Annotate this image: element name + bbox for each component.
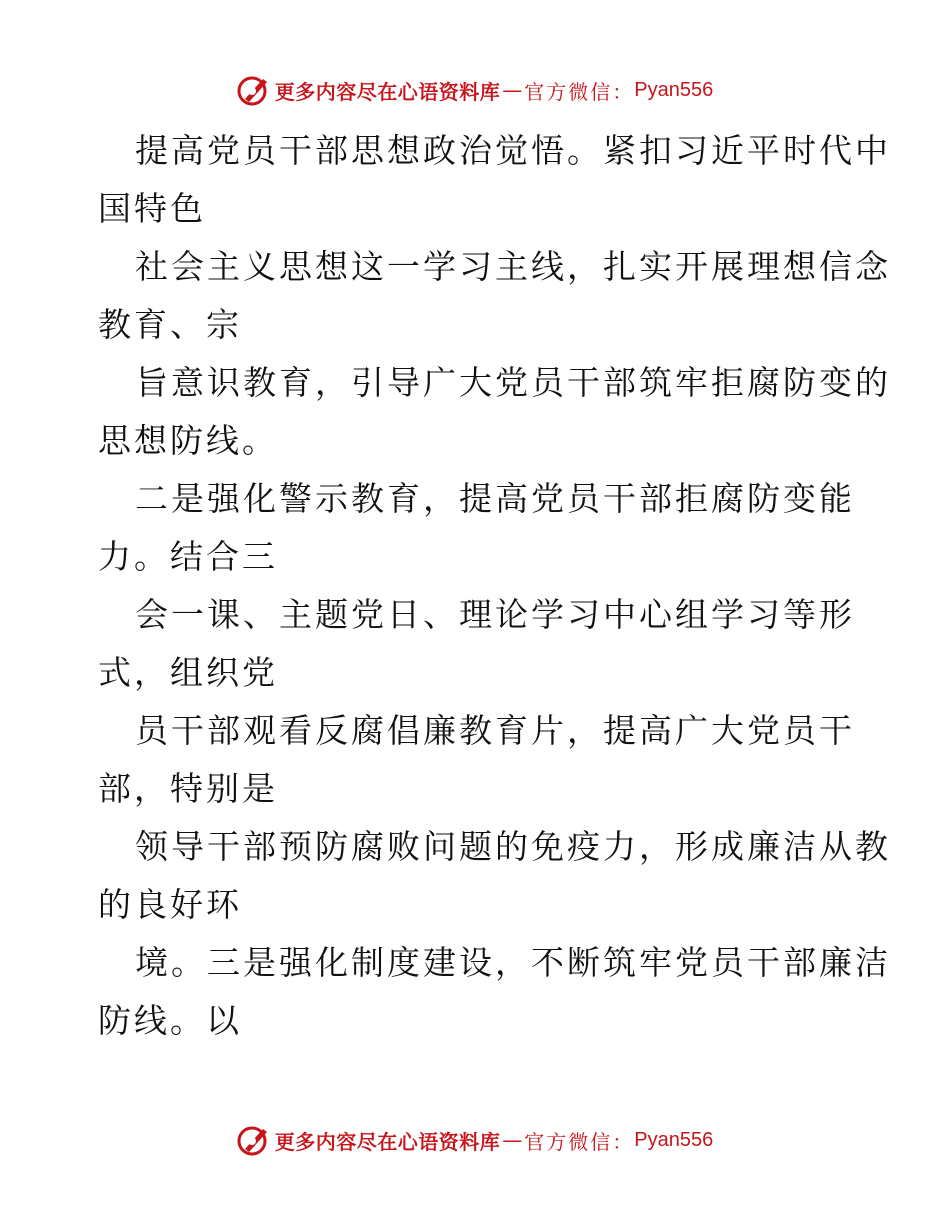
banner-wechat-id: Pyan556 bbox=[634, 1128, 714, 1151]
banner-wechat-label: 官方微信： bbox=[524, 79, 635, 104]
text-line: 部，特别是 bbox=[98, 769, 278, 808]
banner-slogan: 更多内容尽在心语资料库 bbox=[274, 1129, 501, 1154]
text-line: 防线。以 bbox=[98, 1001, 242, 1040]
banner-slogan: 更多内容尽在心语资料库 bbox=[274, 79, 501, 104]
text-line: 提高党员干部思想政治觉悟。紧扣习近平时代中 bbox=[135, 131, 891, 170]
text-line: 二是强化警示教育，提高党员干部拒腐防变能 bbox=[135, 479, 855, 518]
text-line: 境。三是强化制度建设，不断筑牢党员干部廉洁 bbox=[135, 943, 891, 982]
banner-dash: — bbox=[502, 1128, 523, 1152]
text-line: 领导干部预防腐败问题的免疫力，形成廉洁从教 bbox=[135, 827, 891, 866]
text-line: 的良好环 bbox=[98, 885, 242, 924]
banner-dash: — bbox=[502, 78, 523, 102]
text-line: 社会主义思想这一学习主线，扎实开展理想信念 bbox=[135, 247, 891, 286]
banner-wechat-label: 官方微信： bbox=[524, 1129, 635, 1154]
text-line: 会一课、主题党日、理论学习中心组学习等形 bbox=[135, 595, 855, 634]
text-line: 力。结合三 bbox=[98, 537, 278, 576]
text-line: 国特色 bbox=[98, 189, 206, 228]
document-body bbox=[98, 122, 891, 1050]
header-watermark-banner bbox=[0, 70, 950, 110]
text-line: 思想防线。 bbox=[98, 421, 278, 460]
pen-logo-icon bbox=[237, 73, 271, 107]
pen-logo-icon bbox=[237, 1123, 271, 1157]
text-line: 教育、宗 bbox=[98, 305, 242, 344]
text-line: 员干部观看反腐倡廉教育片，提高广大党员干 bbox=[135, 711, 855, 750]
footer-watermark-banner bbox=[0, 1120, 950, 1160]
text-line: 式，组织党 bbox=[98, 653, 278, 692]
banner-wechat-id: Pyan556 bbox=[634, 78, 714, 101]
text-line: 旨意识教育，引导广大党员干部筑牢拒腐防变的 bbox=[135, 363, 891, 402]
